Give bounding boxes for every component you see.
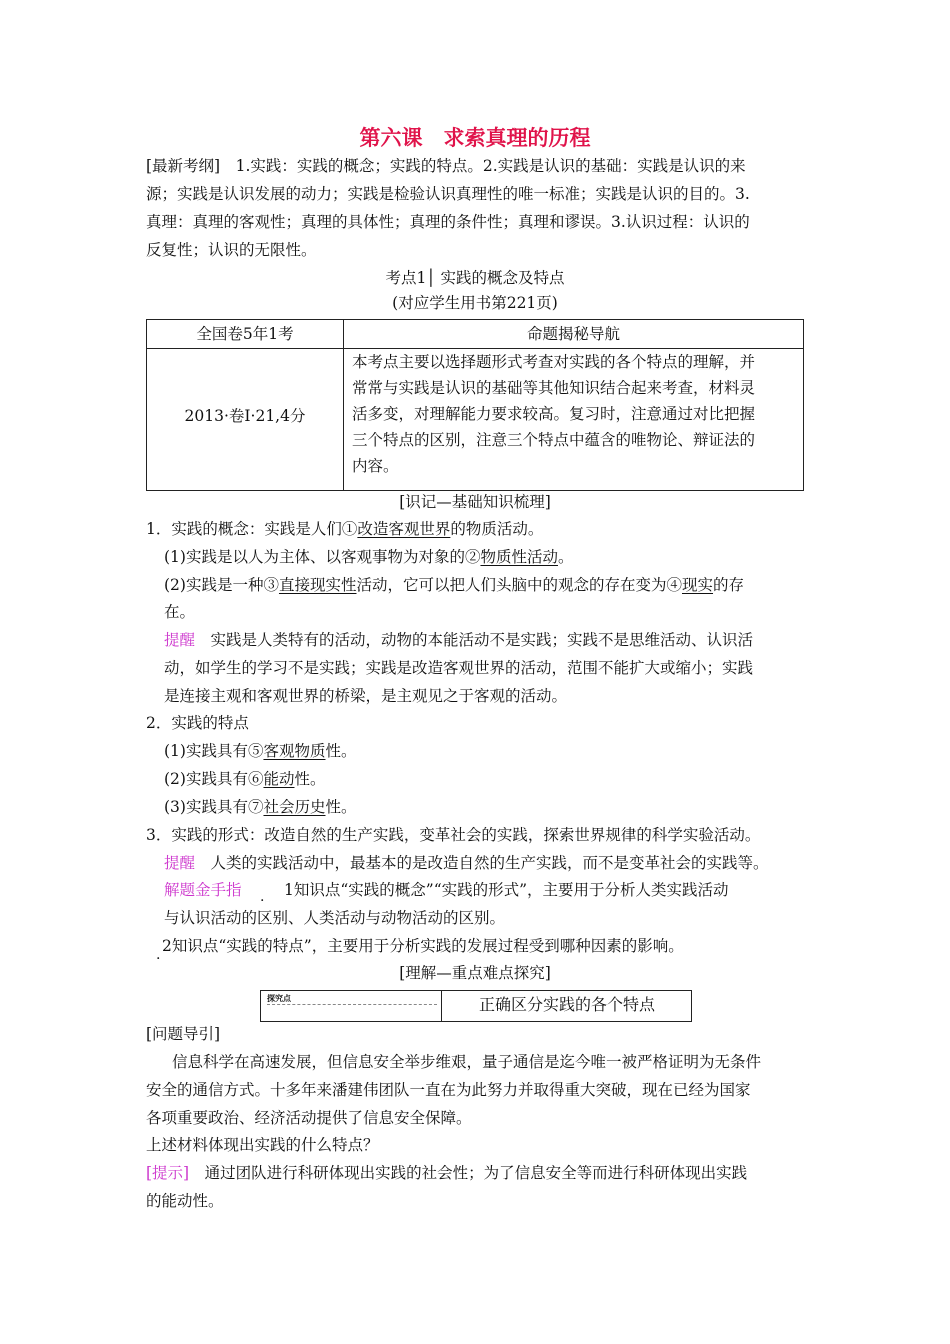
item-text: (1)实践具有⑤ [164, 742, 264, 760]
note-reminder-2 [164, 853, 769, 873]
table-cell-guide-line: 内容。 [352, 457, 399, 475]
exam-table [146, 319, 804, 491]
explore-point-label: 探究点 [267, 993, 291, 1003]
answer-blank: 物质性活动 [480, 548, 558, 566]
table-cell-guide-line: 三个特点的区别，注意三个特点中蕴含的唯物论、辩证法的 [352, 431, 756, 449]
section-subheading: (对应学生用书第221页) [392, 294, 558, 312]
table-cell-guide-line: 常常与实践是认识的基础等其他知识结合起来考查，材料灵 [352, 379, 756, 397]
guide-line: 各项重要政治、经济活动提供了信息安全保障。 [146, 1109, 472, 1127]
note-line: 动，如学生的学习不是实践；实践是改造客观世界的活动，范围不能扩大或缩小；实践 [164, 659, 754, 677]
answer-blank: 客观物质 [263, 742, 326, 760]
note-label: 提醒 [164, 631, 196, 649]
table-cell-guide-line: 本考点主要以选择题形式考查对实践的各个特点的理解，并 [352, 353, 756, 371]
part1-heading: [识记—基础知识梳理] [399, 493, 551, 511]
answer-blank: 社会历史 [263, 798, 326, 816]
note-text: 人类的实践活动中，最基本的是改造自然的生产实践，而不是变革社会的实践等。 [210, 854, 769, 872]
note-label: 提醒 [164, 854, 196, 872]
guide-label: [问题导引] [146, 1025, 221, 1043]
item-2-3 [164, 797, 357, 817]
table-cell-exam: 2013·卷Ⅰ·21,4分 [184, 407, 306, 425]
tip-label: 解题金手指 [164, 881, 242, 899]
hint-line: 的能动性。 [146, 1192, 224, 1210]
tip-line: 与认识活动的区别、人类活动与动物活动的区别。 [164, 909, 506, 927]
answer-blank: 改造客观世界 [357, 520, 451, 538]
item-text: 的存 [713, 576, 745, 594]
item-text: 性。 [294, 770, 326, 788]
item-text: 性。 [325, 742, 357, 760]
item-text: 1．实践的概念：实践是人们① [146, 520, 358, 538]
divider [267, 1004, 437, 1005]
note-line: 是连接主观和客观世界的桥梁，是主观见之于客观的活动。 [164, 687, 568, 705]
syllabus-line: [最新考纲] 1.实践：实践的概念；实践的特点。2.实践是认识的基础：实践是认识的来 [146, 157, 746, 175]
part2-heading: [理解—重点难点探究] [399, 964, 551, 982]
item-text: (1)实践是以人为主体、以客观事物为对象的② [164, 548, 481, 566]
bullet-icon: . [156, 947, 161, 963]
item-text: 活动，它可以把人们头脑中的观念的存在变为④ [356, 576, 682, 594]
item-text: (2)实践具有⑥ [164, 770, 264, 788]
item-text: 。 [557, 548, 574, 566]
item-text: 的物质活动。 [450, 520, 544, 538]
guide-line: 信息科学在高速发展，但信息安全举步维艰，量子通信是迄今唯一被严格证明为无条件 [172, 1053, 762, 1071]
item-1 [146, 519, 543, 539]
explore-point-title: 正确区分实践的各个特点 [478, 995, 655, 1014]
item-2-1 [164, 741, 357, 761]
item-3: 3．实践的形式：改造自然的生产实践，变革社会的实践，探索世界规律的科学实验活动。 [146, 826, 761, 844]
item-1-1 [164, 547, 574, 567]
hint-line: 通过团队进行科研体现出实践的社会性；为了信息安全等而进行科研体现出实践 [204, 1164, 748, 1182]
hint-label: [提示] [146, 1164, 190, 1182]
answer-blank: 现实 [682, 576, 714, 594]
answer-blank: 能动 [263, 770, 295, 788]
syllabus-line: 反复性；认识的无限性。 [146, 241, 317, 259]
lesson-title: 第六课 求索真理的历程 [359, 125, 591, 150]
item-text: (2)实践是一种③ [164, 576, 279, 594]
item-text: (3)实践具有⑦ [164, 798, 264, 816]
tip-line: 1知识点“实践的概念”“实践的形式”，主要用于分析人类实践活动 [284, 881, 729, 899]
table-divider [343, 320, 344, 490]
item-2-2 [164, 769, 326, 789]
guide-line: 安全的通信方式。十多年来潘建伟团队一直在为此努力并取得重大突破，现在已经为国家 [146, 1081, 751, 1099]
table-cell-guide-line: 活多变，对理解能力要求较高。复习时，注意通过对比把握 [352, 405, 756, 423]
question: 上述材料体现出实践的什么特点？ [146, 1136, 379, 1154]
table-header-exam: 全国卷5年1考 [196, 325, 294, 343]
note-line: 实践是人类特有的活动，动物的本能活动不是实践；实践不是思维活动、认识活 [210, 631, 754, 649]
explore-point-box [260, 990, 692, 1022]
bullet-icon: . [260, 889, 265, 905]
hint [146, 1163, 747, 1183]
section-heading: 考点1│ 实践的概念及特点 [385, 269, 565, 287]
table-header-guide: 命题揭秘导航 [526, 325, 620, 343]
table-divider [147, 348, 803, 349]
item-1-2 [164, 575, 744, 595]
syllabus-line: 真理：真理的客观性；真理的具体性；真理的条件性；真理和谬误。3.认识过程：认识的 [146, 213, 750, 231]
item-text: 性。 [325, 798, 357, 816]
syllabus-line: 源；实践是认识发展的动力；实践是检验认识真理性的唯一标准；实践是认识的目的。3. [146, 185, 750, 203]
tip-line: 2知识点“实践的特点”，主要用于分析实践的发展过程受到哪种因素的影响。 [162, 937, 684, 955]
item-2: 2．实践的特点 [146, 714, 249, 732]
answer-blank: 直接现实性 [278, 576, 357, 594]
item-1-2-cont: 在。 [164, 603, 196, 621]
